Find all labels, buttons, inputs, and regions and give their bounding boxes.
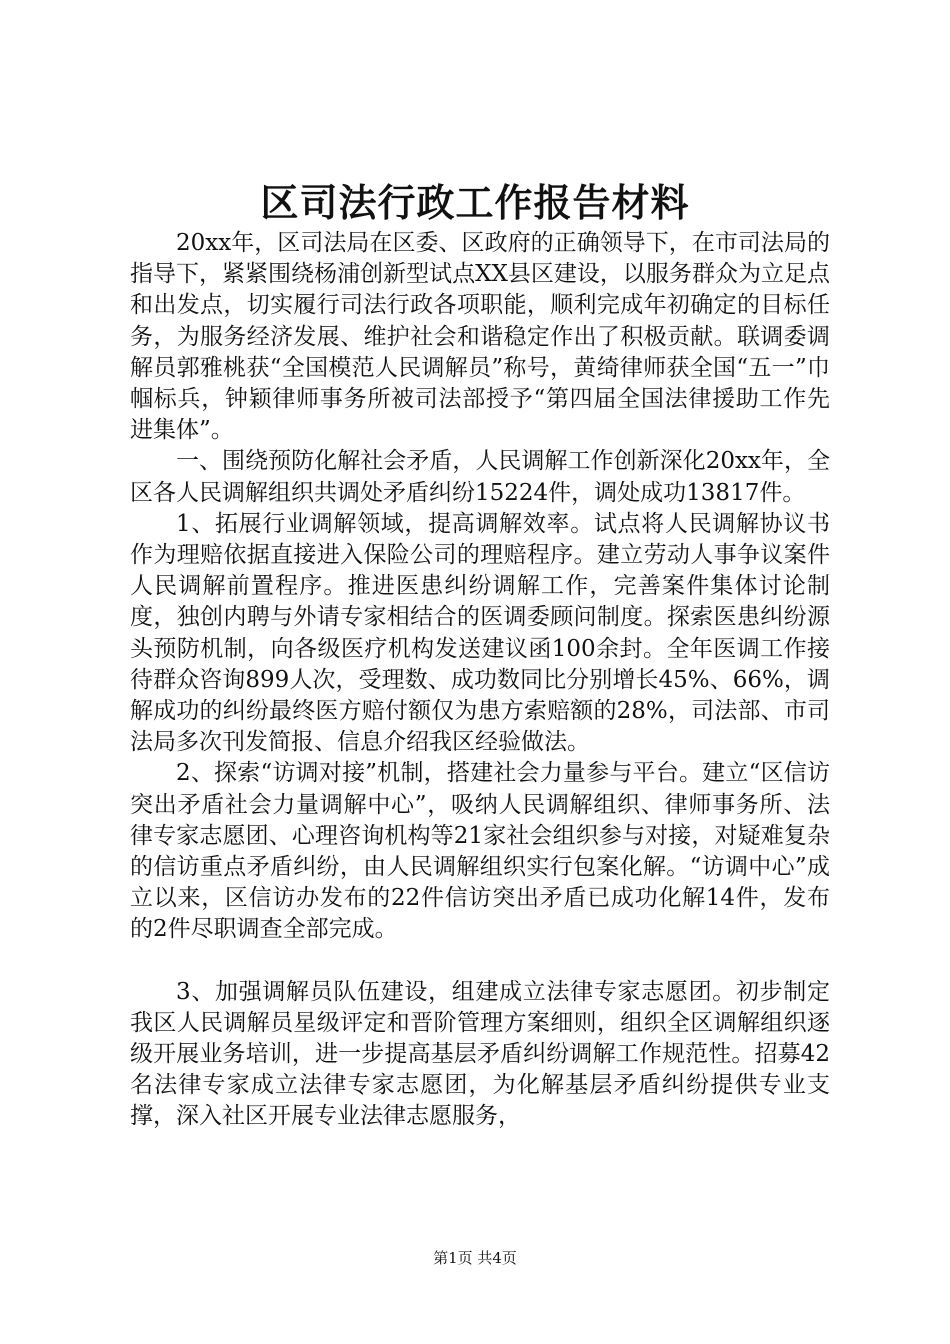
paragraph-section-one: 一、围绕预防化解社会矛盾，人民调解工作创新深化20xx年，全区各人民调解组织共调处矛盾纠纷15224件，调处成功13817件。 bbox=[130, 448, 830, 506]
page-number-footer: 第1页 共4页 bbox=[433, 1249, 517, 1267]
paragraph-item-1: 1、拓展行业调解领域，提高调解效率。试点将人民调解协议书作为理赔依据直接进入保险公司的理赔程序。建立劳动人事争议案件人民调解前置程序。推进医患纠纷调解工作，完善案件集体讨论制度，独创内聘与外请专家相结合的医调委顾问制度。探索医患纠纷源头预防机制，向各级医疗机构发送建议函100余封。全年医调工作接待群众咨询899人次，受理数、成功数同比分别增长45%、66%，调解成功的纠纷最终医方赔付额仅为患方索赔额的28%，司法部、市司法局多次刊发简报、信息介绍我区经验做法。 bbox=[130, 510, 830, 756]
paragraph-item-2: 2、探索“访调对接”机制，搭建社会力量参与平台。建立“区信访突出矛盾社会力量调解中心”，吸纳人民调解组织、律师事务所、法律专家志愿团、心理咨询机构等21家社会组织参与对接，对疑难复杂的信访重点矛盾纠纷，由人民调解组织实行包案化解。“访调中心”成立以来，区信访办发布的22件信访突出矛盾已成功化解14件，发布的2件尽职调查全部完成。 bbox=[130, 760, 830, 943]
document-title: 区司法行政工作报告材料 bbox=[260, 180, 690, 225]
paragraph-intro: 20xx年，区司法局在区委、区政府的正确领导下，在市司法局的指导下，紧紧围绕杨浦创新型试点XX县区建设，以服务群众为立足点和出发点，切实履行司法行政各项职能，顺利完成年初确定的目标任务，为服务经济发展、维护社会和谐稳定作出了积极贡献。联调委调解员郭雅桃获“全国模范人民调解员”称号，黄绮律师获全国“五一”巾帼标兵，钟颖律师事务所被司法部授予“第四届全国法律援助工作先进集体”。 bbox=[130, 230, 830, 444]
paragraph-item-3: 3、加强调解员队伍建设，组建成立法律专家志愿团。初步制定我区人民调解员星级评定和晋阶管理方案细则，组织全区调解组织逐级开展业务培训，进一步提高基层矛盾纠纷调解工作规范性。招募42名法律专家成立法律专家志愿团，为化解基层矛盾纠纷提供专业支撑，深入社区开展专业法律志愿服务， bbox=[130, 978, 830, 1130]
document-body bbox=[130, 228, 830, 1133]
